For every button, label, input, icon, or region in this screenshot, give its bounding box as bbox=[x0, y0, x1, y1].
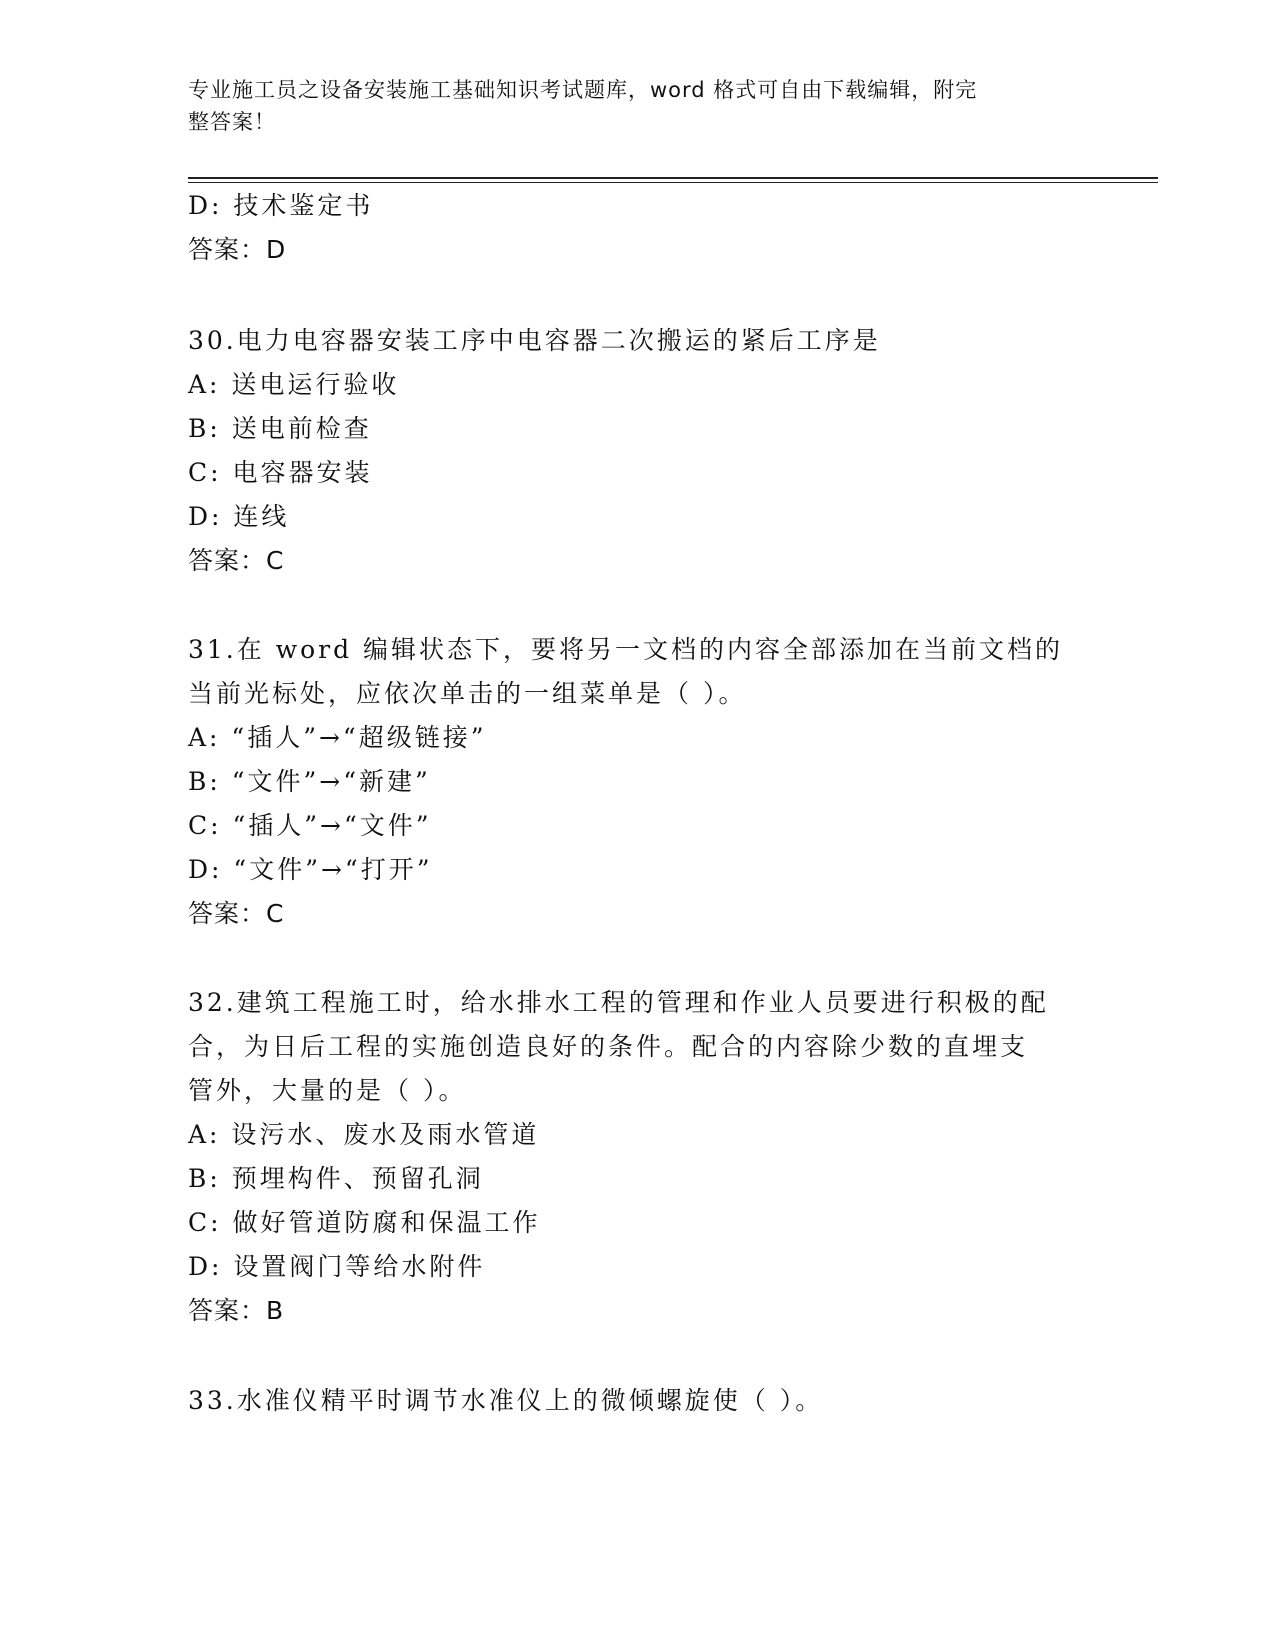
q32-option-c: C: 做好管道防腐和保温工作 bbox=[188, 1208, 541, 1237]
q30-stem: 30.电力电容器安装工序中电容器二次搬运的紧后工序是 bbox=[188, 326, 881, 355]
header-line-1: 专业施工员之设备安装施工基础知识考试题库，word 格式可自由下载编辑，附完 bbox=[188, 78, 978, 102]
q32-stem-line-3: 管外，大量的是（ ）。 bbox=[188, 1076, 467, 1105]
q33-stem: 33.水准仪精平时调节水准仪上的微倾螺旋使（ ）。 bbox=[188, 1386, 824, 1415]
q32-answer: 答案：B bbox=[188, 1296, 285, 1325]
document-header bbox=[188, 74, 1068, 138]
q32-stem-line-2: 合，为日后工程的实施创造良好的条件。配合的内容除少数的直埋支 bbox=[188, 1032, 1029, 1061]
prev-option-d: D: 技术鉴定书 bbox=[188, 191, 374, 220]
q30-answer: 答案：C bbox=[188, 546, 285, 575]
q31-stem-line-1: 31.在 word 编辑状态下，要将另一文档的内容全部添加在当前文档的 bbox=[188, 635, 1064, 664]
q30-option-c: C: 电容器安装 bbox=[188, 458, 373, 487]
q31-option-a: A: “插人”→“超级链接” bbox=[188, 723, 487, 752]
q32-option-d: D: 设置阀门等给水附件 bbox=[188, 1252, 486, 1281]
q30-option-b: B: 送电前检查 bbox=[188, 414, 372, 443]
q31-option-b: B: “文件”→“新建” bbox=[188, 767, 431, 796]
header-divider-thin bbox=[188, 182, 1158, 183]
q31-option-d: D: “文件”→“打开” bbox=[188, 855, 433, 884]
q30-option-d: D: 连线 bbox=[188, 502, 290, 531]
q32-option-b: B: 预埋构件、预留孔洞 bbox=[188, 1164, 484, 1193]
q31-stem-line-2: 当前光标处，应依次单击的一组菜单是（ ）。 bbox=[188, 679, 747, 708]
header-divider-thick bbox=[188, 177, 1158, 179]
header-line-2: 整答案！ bbox=[188, 110, 276, 134]
q31-answer: 答案：C bbox=[188, 899, 285, 928]
q30-option-a: A: 送电运行验收 bbox=[188, 370, 400, 399]
prev-answer: 答案：D bbox=[188, 235, 287, 264]
q32-option-a: A: 设污水、废水及雨水管道 bbox=[188, 1120, 540, 1149]
q32-stem-line-1: 32.建筑工程施工时，给水排水工程的管理和作业人员要进行积极的配 bbox=[188, 988, 1049, 1017]
q31-option-c: C: “插人”→“文件” bbox=[188, 811, 432, 840]
